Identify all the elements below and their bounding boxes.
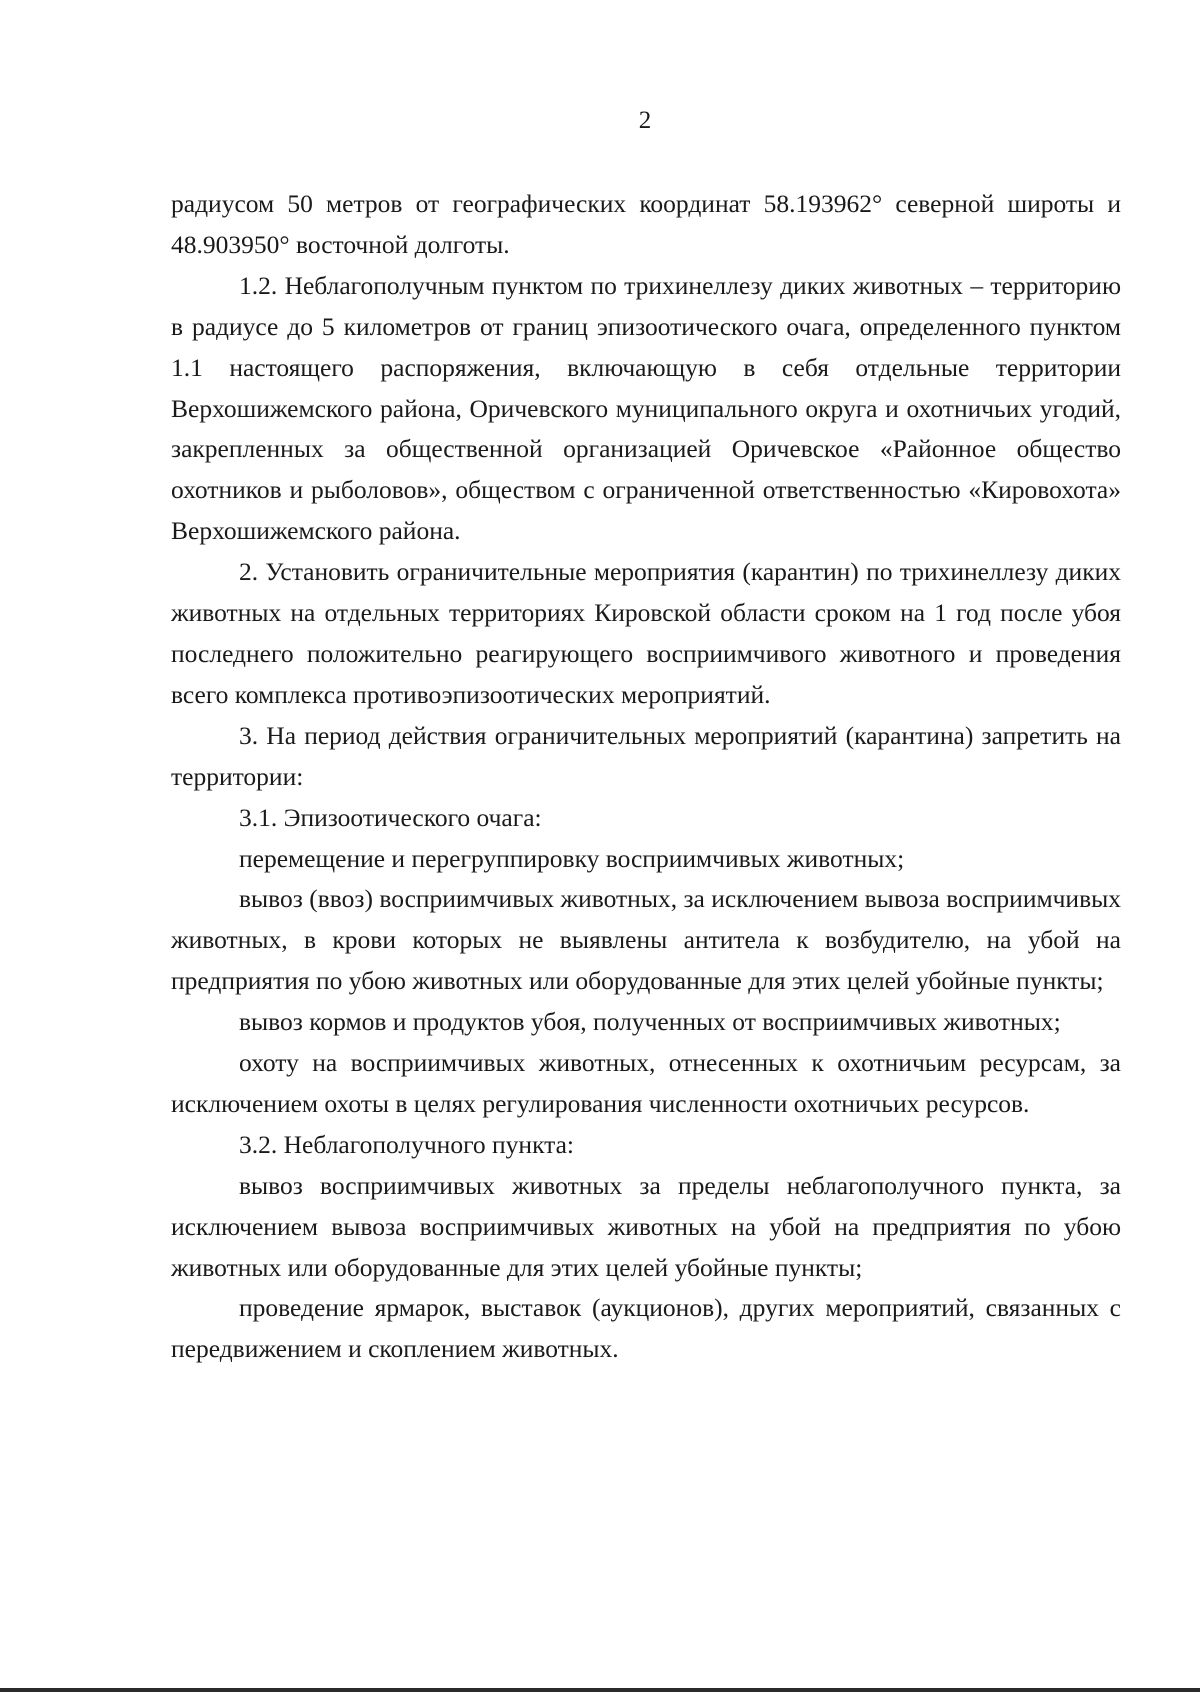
document-body [171, 184, 1121, 1370]
paragraph-3-2-item-2: проведение ярмарок, выставок (аукционов), других мероприятий, связанных с передвижением и скоплением животных. [171, 1293, 1121, 1364]
paragraph-3-2-item-1: вывоз восприимчивых животных за пределы неблагополучного пункта, за исключением вывоза восприимчивых животных на убой на предприятия по убою животных или оборудованные для этих целей убойные пункты; [171, 1170, 1121, 1282]
scan-bottom-edge [0, 1688, 1200, 1692]
paragraph-coordinates: радиусом 50 метров от географических координат 58.193962° северной широты и 48.903950° восточной долготы. [171, 189, 1121, 259]
page-number: 2 [638, 107, 652, 134]
paragraph-2: 2. Установить ограничительные мероприятия (карантин) по трихинеллезу диких животных на отдельных территориях Кировской области сроком на 1 год после убоя последнего положительно реагирующего восприимчивого животного и проведения всего комплекса противоэпизоотических мероприятий. [171, 557, 1121, 709]
paragraph-3-2: 3.2. Неблагополучного пункта: [239, 1129, 574, 1159]
paragraph-3-1-item-3: вывоз кормов и продуктов убоя, полученных от восприимчивых животных; [239, 1007, 1061, 1037]
paragraph-3-1-item-1: перемещение и перегруппировку восприимчивых животных; [239, 843, 905, 873]
paragraph-3-1-item-2: вывоз (ввоз) восприимчивых животных, за исключением вывоза восприимчивых животных, в крови которых не выявлены антитела к возбудителю, на убой на предприятия по убою животных или оборудованные для этих целей убойные пункты; [171, 884, 1121, 996]
paragraph-3: 3. На период действия ограничительных мероприятий (карантина) запретить на территории: [171, 720, 1121, 791]
paragraph-3-1-item-4: охоту на восприимчивых животных, отнесенных к охотничьим ресурсам, за исключением охоты в целях регулирования численности охотничьих ресурсов. [171, 1048, 1121, 1118]
paragraph-3-1: 3.1. Эпизоотического очага: [239, 802, 542, 832]
paragraph-1-2: 1.2. Неблагополучным пунктом по трихинеллезу диких животных – территорию в радиусе до 5 километров от границ эпизоотического очага, определенного пунктом 1.1 настоящего распоряжения, включающую в себя отдельные территории Верхошижемского района, Оричевского муниципального округа и охотничьих угодий, закрепленных за общественной организацией Оричевское «Районное общество охотников и рыболовов», обществом с ограниченной ответственностью «Кировохота» Верхошижемского района. [171, 270, 1121, 546]
